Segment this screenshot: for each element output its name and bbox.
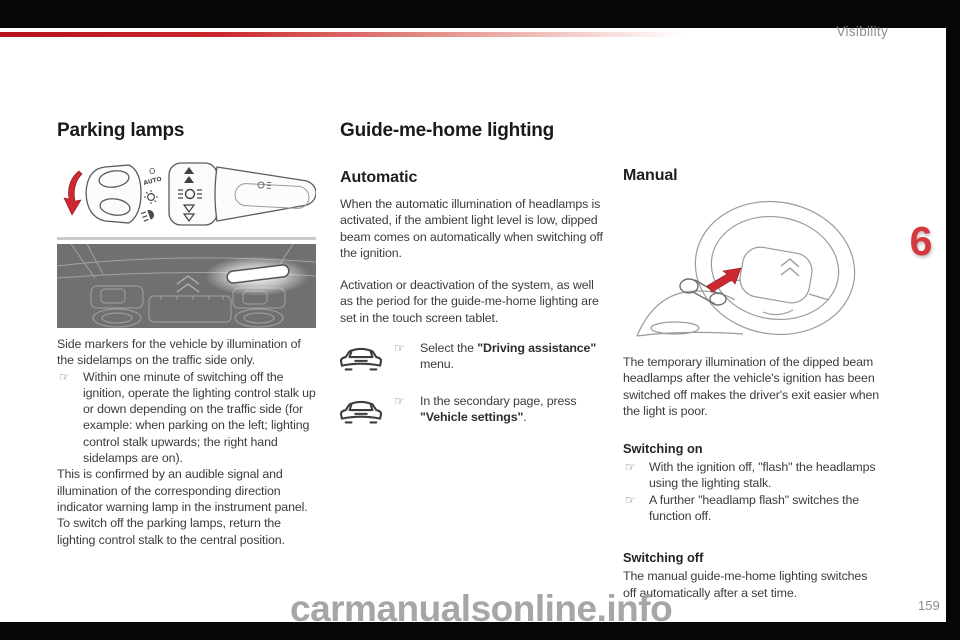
- page-number: 159: [918, 598, 940, 613]
- step-text: A further "headlamp flash" switches the function off.: [649, 492, 860, 524]
- switching-on-title: Switching on: [623, 441, 703, 457]
- pointer-hand-icon: ☞: [625, 460, 636, 475]
- parking-lamps-confirm: This is confirmed by an audible signal and illumination of the corresponding direction indicator warning lamp in the instrument panel.: [57, 467, 308, 514]
- column-manual: [623, 167, 882, 601]
- parking-lamps-switch-off: To switch off the parking lamps, return the lighting control stalk to the central position.: [57, 516, 285, 547]
- switching-off-title: Switching off: [623, 550, 704, 566]
- svg-text:O: O: [149, 167, 156, 176]
- manual-para1: The temporary illumination of the dipped beam headlamps after the vehicle's ignition has been switched off makes the driver's exit easier when the light is poor.: [623, 355, 880, 418]
- automatic-para2: Activation or deactivation of the system, as well as the period for the guide-me-home lighting are set in the touch screen tablet.: [340, 278, 599, 325]
- lighting-stalk-figure: [57, 155, 316, 233]
- step-text: With the ignition off, "flash" the headlamps using the lighting stalk.: [649, 460, 876, 491]
- sidelamp-illumination-figure: [57, 244, 316, 328]
- switching-on-step: [623, 459, 882, 492]
- column-guide-me-home: [340, 120, 603, 432]
- section-header: Visibility: [836, 24, 888, 39]
- automatic-para1: When the automatic illumination of headlamps is activated, if the ambient light level is low, dipped beam comes on automatically when switching off the ignition.: [340, 197, 603, 260]
- pointer-hand-icon: ☞: [394, 341, 405, 356]
- sidelamp-glow: [205, 256, 309, 296]
- steering-wheel-figure: [623, 194, 882, 344]
- pointer-hand-icon: ☞: [625, 492, 636, 507]
- step-text: In the secondary page, press "Vehicle settings".: [420, 394, 577, 425]
- manual-page: [0, 24, 946, 624]
- parking-lamps-title: Parking lamps: [57, 120, 185, 141]
- chapter-tab: 6: [909, 218, 933, 264]
- parking-lamps-intro: Side markers for the vehicle by illumination of the sidelamps on the traffic side only.: [57, 337, 301, 368]
- pointer-hand-icon: ☞: [59, 369, 70, 384]
- switching-off-body: The manual guide-me-home lighting switches off automatically after a set time.: [623, 569, 868, 600]
- car-front-icon: [340, 340, 386, 379]
- automatic-subtitle: Automatic: [340, 169, 418, 186]
- figure-separator: [57, 237, 316, 240]
- switching-on-step: [623, 492, 882, 525]
- guide-me-home-title: Guide-me-home lighting: [340, 120, 555, 141]
- parking-lamps-step: [57, 369, 316, 467]
- citroen-chevrons-icon: [781, 259, 799, 276]
- car-front-icon: [340, 393, 386, 432]
- step-text: Select the "Driving assistance" menu.: [420, 341, 597, 372]
- step-text: Within one minute of switching off the ignition, operate the lighting control stalk up or down depending on the traffic side (for example: when parking on the left; lighting control stalk upwards; the right hand sidelamps are on).: [83, 369, 316, 466]
- accent-rule: [0, 32, 720, 37]
- svg-text:AUTO: AUTO: [142, 175, 163, 187]
- pointer-hand-icon: ☞: [394, 394, 405, 409]
- column-parking-lamps: [57, 120, 316, 548]
- watermark: carmanualsonline.info: [290, 588, 673, 629]
- touchscreen-step-2: [340, 393, 603, 432]
- manual-subtitle: Manual: [623, 167, 678, 184]
- touchscreen-step-1: [340, 340, 603, 379]
- red-down-arrow-icon: [64, 171, 82, 215]
